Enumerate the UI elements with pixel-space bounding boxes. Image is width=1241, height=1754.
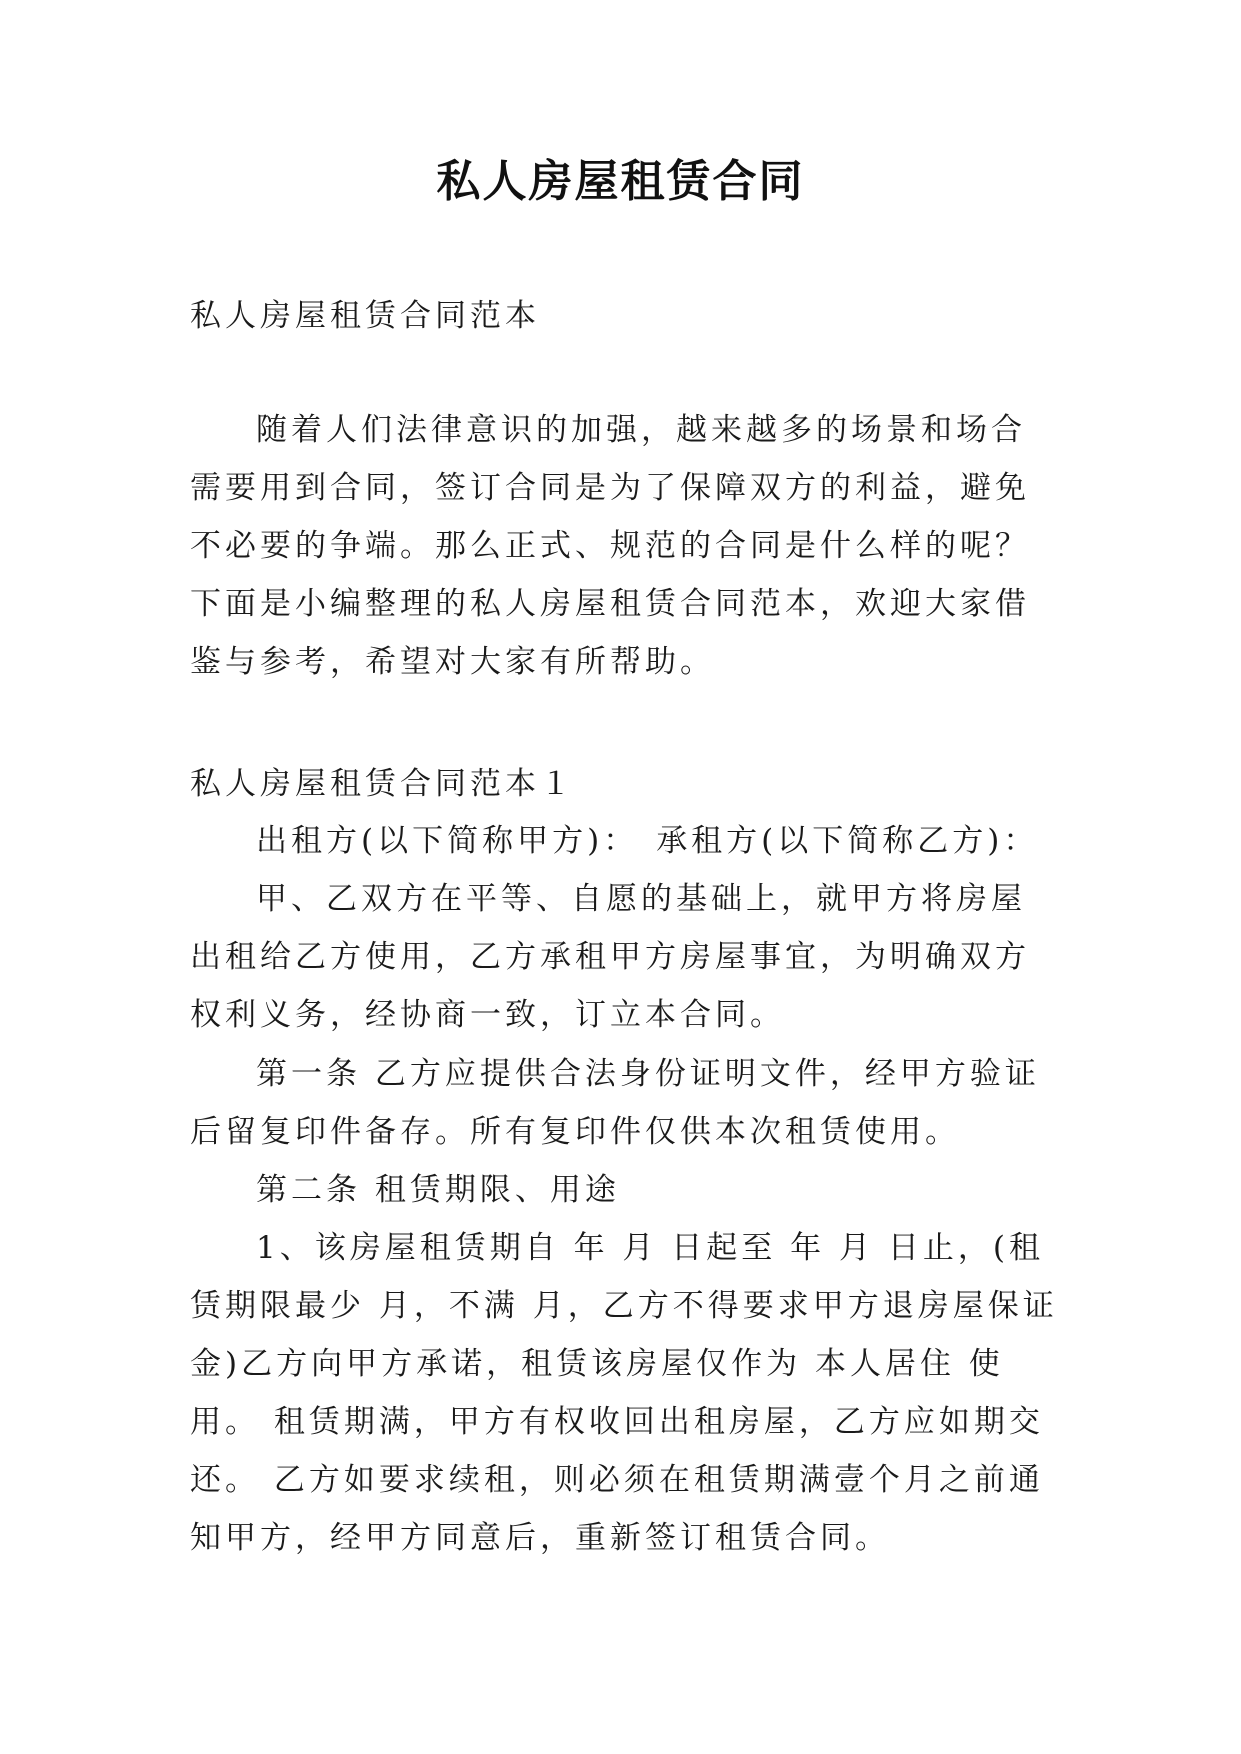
sample-heading: 私人房屋租赁合同范本１ <box>190 766 575 802</box>
intro-paragraph: 随着人们法律意识的加强，越来越多的场景和场合需要用到合同，签订合同是为了保障双方的利益，避免不必要的争端。那么正式、规范的合同是什么样的呢？下面是小编整理的私人房屋租赁合同范本，欢迎大家借鉴与参考，希望对大家有所帮助。 <box>190 412 1030 680</box>
parties-line <box>190 812 1060 870</box>
article-1-paragraph: 第一条 乙方应提供合法身份证明文件，经甲方验证后留复印件备存。所有复印件仅供本次租赁使用。 <box>190 1056 1040 1150</box>
document-subtitle: 私人房屋租赁合同范本 <box>190 298 540 334</box>
preamble-paragraph: 甲、乙双方在平等、自愿的基础上，就甲方将房屋出租给乙方使用，乙方承租甲方房屋事宜，为明确双方权利义务，经协商一致，订立本合同。 <box>190 881 1030 1033</box>
lessor-label: 出租方(以下简称甲方)： <box>256 823 639 859</box>
lessee-label: 承租方(以下简称乙方)： <box>656 823 1039 859</box>
article-2-heading: 第二条 租赁期限、用途 <box>256 1172 620 1208</box>
article-2-item-1: 1、该房屋租赁期自 年 月 日起至 年 月 日止，(租赁期限最少 月，不满 月，乙方不得要求甲方退房屋保证金)乙方向甲方承诺，租赁该房屋仅作为 本人居住 使用。 租赁期满，甲方有权收回出租房屋，乙方应如期交还。 乙方如要求续租，则必须在租赁期满壹个月之前通知甲方，经甲方同意后，重新签订租赁合同。 <box>190 1230 1058 1556</box>
document-title: 私人房屋租赁合同 <box>436 156 805 207</box>
